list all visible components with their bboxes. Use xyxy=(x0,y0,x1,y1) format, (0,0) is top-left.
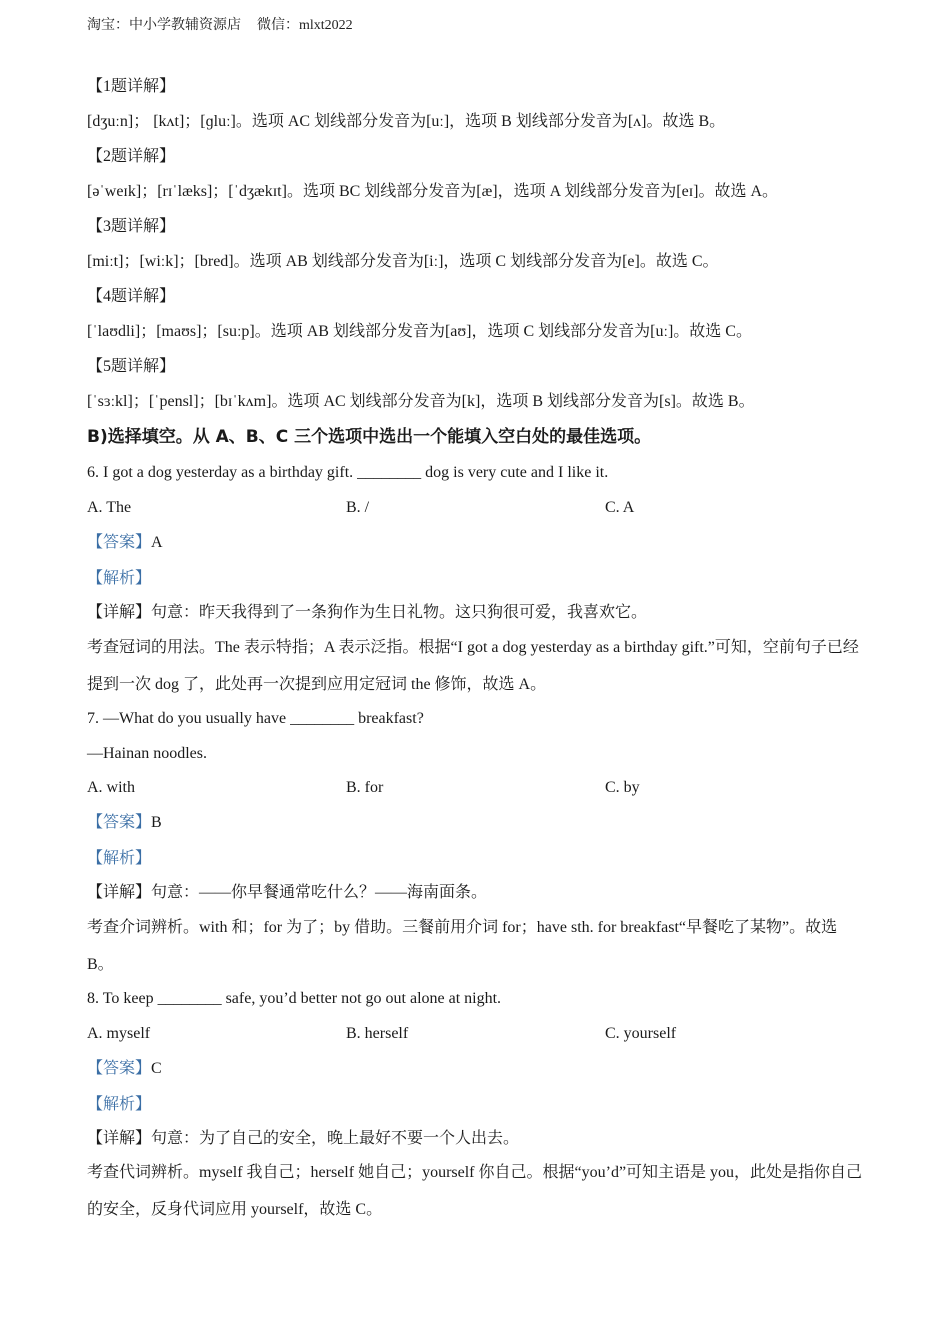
question-7-stem: 7. —What do you usually have ________ breakfast? xyxy=(87,710,424,727)
question-6-stem: 6. I got a dog yesterday as a birthday gift. ________ dog is very cute and I like it. xyxy=(87,464,609,481)
detail-2-title: 【2题详解】 xyxy=(87,148,176,165)
question-8-explanation: 考查代词辨析。myself 我自己；herself 她自己；yourself 你自己。根据“you’d”可知主语是 you，此处是指你自己的安全，反身代词应用 yourself，故选 C。 xyxy=(87,1164,863,1218)
question-7-reply: —Hainan noodles. xyxy=(87,745,207,762)
question-6-option-a: A. The xyxy=(87,499,132,516)
question-7-option-b: B. for xyxy=(346,779,384,796)
section-b-title: B)选择填空。从 A、B、C 三个选项中选出一个能填入空白处的最佳选项。 xyxy=(87,427,652,447)
wechat-label: 微信：mlxt2022 xyxy=(257,18,353,33)
question-8-answer xyxy=(87,1058,867,1080)
question-7-answer xyxy=(87,812,867,834)
question-8-stem: 8. To keep ________ safe, you’d better not go out alone at night. xyxy=(87,990,502,1007)
detail-5-title: 【5题详解】 xyxy=(87,358,176,375)
answer-value: A xyxy=(151,534,163,551)
question-6-meaning: 【详解】句意：昨天我得到了一条狗作为生日礼物。这只狗很可爱，我喜欢它。 xyxy=(87,604,648,621)
answer-value: C xyxy=(151,1060,162,1077)
detail-1-title: 【1题详解】 xyxy=(87,78,176,95)
question-7-analysis-label: 【解析】 xyxy=(87,850,152,867)
question-6-options xyxy=(87,497,867,519)
shop-label: 淘宝：中小学教辅资源店 xyxy=(87,18,241,33)
detail-4-text: [ˈlaʊdli]；[maʊs]；[suːp]。选项 AB 划线部分发音为[aʊ]，选项 C 划线部分发音为[uː]。故选 C。 xyxy=(87,323,752,340)
page-header xyxy=(87,14,353,34)
question-7-explanation: 考查介词辨析。with 和；for 为了；by 借助。三餐前用介词 for；have sth. for breakfast“早餐吃了某物”。故选 B。 xyxy=(87,919,838,973)
detail-2-text: [əˈweɪk]；[rɪˈlæks]；[ˈdʒækɪt]。选项 BC 划线部分发音为[æ]，选项 A 划线部分发音为[eɪ]。故选 A。 xyxy=(87,183,779,200)
question-6-analysis-label: 【解析】 xyxy=(87,570,152,587)
question-7-options xyxy=(87,777,867,799)
detail-3-text: [miːt]；[wiːk]；[bred]。选项 AB 划线部分发音为[iː]，选项 C 划线部分发音为[e]。故选 C。 xyxy=(87,253,719,270)
question-7-option-a: A. with xyxy=(87,779,135,796)
question-6-option-c: C. A xyxy=(605,499,635,516)
question-6-explanation: 考查冠词的用法。The 表示特指；A 表示泛指。根据“I got a dog yesterday as a birthday gift.”可知，空前句子已经提到一次 dog 了，此处再一次提到应用定冠词 the 修饰，故选 A。 xyxy=(87,639,859,693)
question-7-option-c: C. by xyxy=(605,779,640,796)
detail-4-title: 【4题详解】 xyxy=(87,288,176,305)
question-8-option-a: A. myself xyxy=(87,1025,151,1042)
question-8-option-b: B. herself xyxy=(346,1025,409,1042)
answer-value: B xyxy=(151,814,162,831)
question-8-options xyxy=(87,1023,867,1045)
detail-3-title: 【3题详解】 xyxy=(87,218,176,235)
question-8-analysis-label: 【解析】 xyxy=(87,1096,152,1113)
detail-5-text: [ˈsɜːkl]；[ˈpensl]；[bɪˈkʌm]。选项 AC 划线部分发音为[k]，选项 B 划线部分发音为[s]。故选 B。 xyxy=(87,393,755,410)
question-8-option-c: C. yourself xyxy=(605,1025,677,1042)
question-7-meaning: 【详解】句意：——你早餐通常吃什么？——海南面条。 xyxy=(87,884,488,901)
detail-1-text: [dʒuːn]； [kʌt]；[ɡluː]。选项 AC 划线部分发音为[uː]，选项 B 划线部分发音为[ʌ]。故选 B。 xyxy=(87,113,726,130)
question-8-meaning: 【详解】句意：为了自己的安全，晚上最好不要一个人出去。 xyxy=(87,1130,520,1147)
question-6-option-b: B. / xyxy=(346,499,370,516)
answer-label: 【答案】 xyxy=(87,534,152,551)
question-6-answer xyxy=(87,532,867,554)
answer-label: 【答案】 xyxy=(87,1060,152,1077)
answer-label: 【答案】 xyxy=(87,814,152,831)
